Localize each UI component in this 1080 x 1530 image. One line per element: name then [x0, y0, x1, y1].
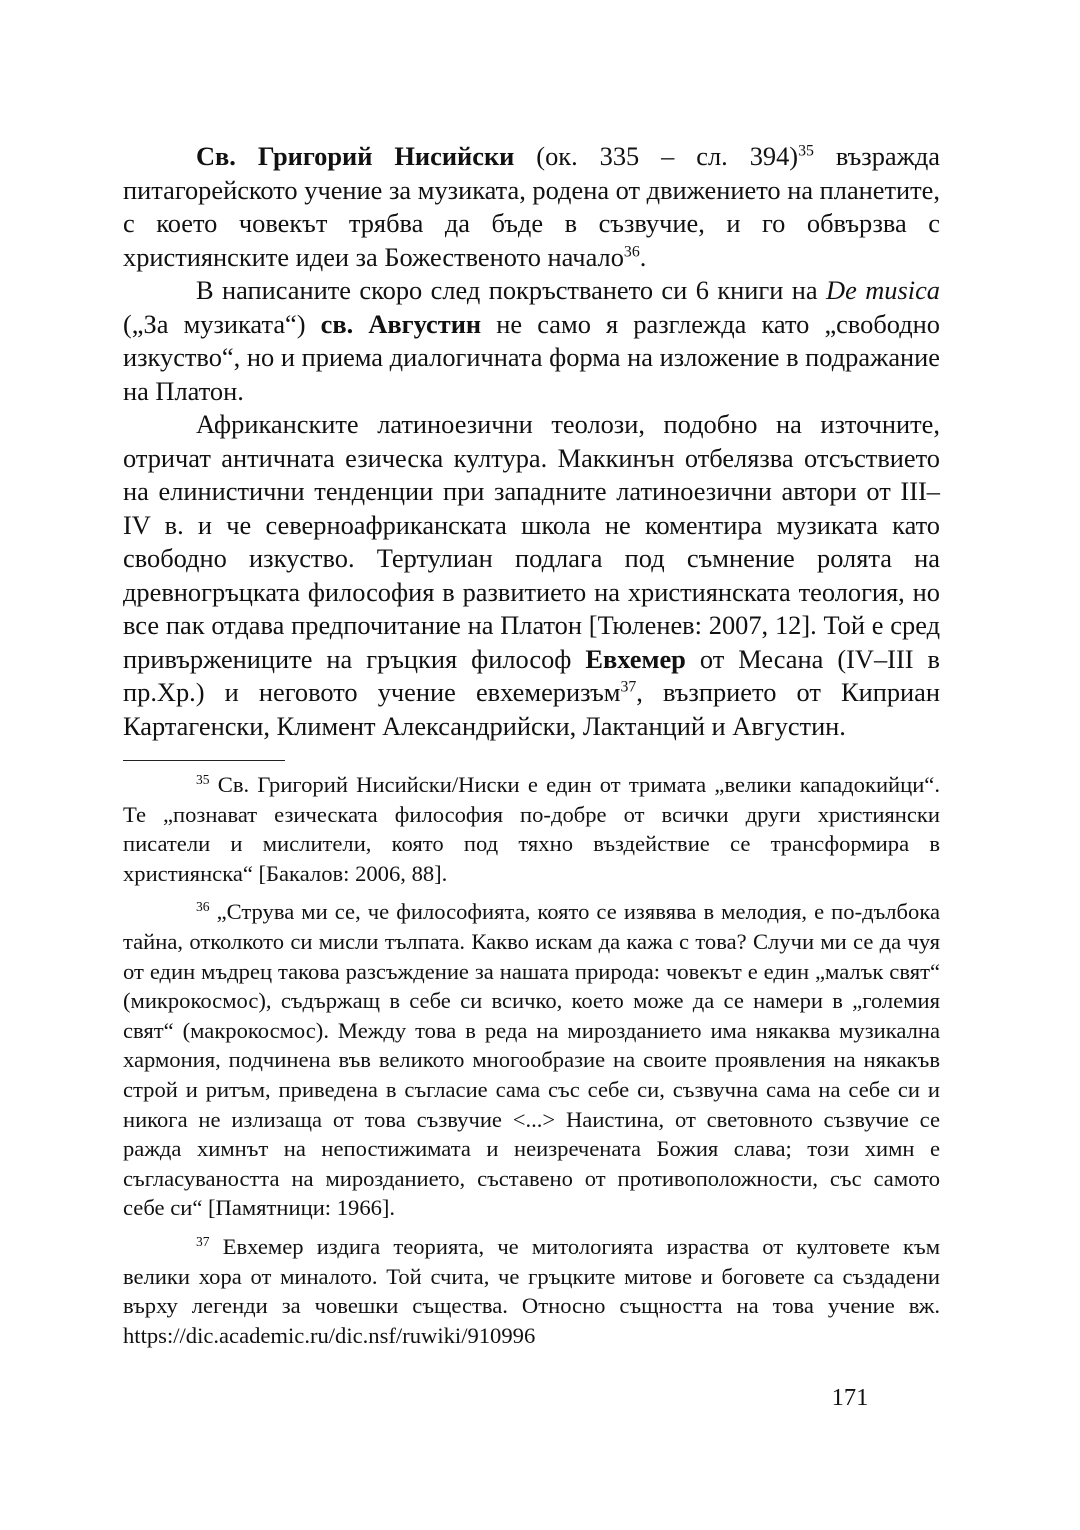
footnote-text: Евхемер издига теорията, че митологията израства от култовете към велики хора от миналото. Той счита, че гръцките митове и боговете са създадени върху легенди за човешки същества. Относно същността на това учение вж. https://dic.academic.ru/dic.nsf/ruwiki/910996: [123, 1233, 940, 1348]
footnote-number: 35: [196, 771, 210, 787]
text-span: („За музиката“): [123, 308, 321, 339]
footnote-36: [123, 897, 940, 1223]
footnote-text: Св. Григорий Нисийски/Ниски е един от тримата „велики кападокийци“. Те „познават езическата философия по-добре от всички други християнски писатели и мислители, която под тяхно въздействие се трансформира в християнска“ [Бакалов: 2006, 88].: [123, 772, 940, 886]
footnote-number: 37: [196, 1233, 210, 1249]
page-number: 171: [831, 1384, 869, 1411]
text-span: не само я разглежда като „свободно изкуство“, но и приема диалогичната форма на изложение в подражание на Платон.: [123, 308, 940, 406]
footnote-number: 36: [196, 899, 210, 915]
text-span: .: [639, 241, 647, 272]
footnote-divider: [123, 760, 285, 761]
footnote-ref-36[interactable]: 36: [623, 243, 640, 260]
text-span: , възприето от Киприан Картагенски, Климент Александрийски, Лактанций и Августин.: [123, 677, 940, 741]
name-euhemerus: Евхемер: [585, 643, 686, 674]
text-span: (ок. 335 – сл. 394): [514, 141, 799, 171]
text-span: възражда питагорейското учение за музиката, родена от движението на планетите, с което човекът трябва да бъде в съзвучие, и го обвързва с християнските идеи за Божественото начало: [123, 141, 940, 272]
name-gregory: Св. Григорий Нисийски: [196, 141, 515, 171]
footnote-text: „Струва ми се, че философията, която се изявява в мелодия, е по-дълбока тайна, отколкото си мисли тълпата. Какво искам да кажа с това? Случи ми се да чуя от един мъдрец такова разсъждение за нашата природа: човекът е един „малък свят“ (микрокосмос), съдържащ в себе си всичко, което може да се намери в „големия свят“ (макрокосмос). Между това в реда на мирозданието има някаква музикална хармония, подчинена във великото многообразие на своите проявления на някакъв строй и ритъм, приведена в съгласие сама със себе си, съзвучна сама на себе си и никога не излизаща от това съзвучие <...> Наистина, от световното съзвучие се ражда химнът на непостижимата и неизречената Божия слава; този химн е съгласуваността на мирозданието, съставено от противоположности, със самото себе си“ [Памятници: 1966].: [123, 899, 940, 1221]
paragraph-augustine: [123, 274, 940, 408]
text-span: Африканските латиноезични теолози, подобно на източните, отричат античната езическа култура. Маккинън отбелязва отсъствието на елинистични тенденции при западните латиноезични автори от III–IV в. и че северноафриканската школа не коментира музиката като свободно изкуство. Тертулиан подлага под съмнение ролята на древногръцката философия в развитието на християнската теология, но все пак отдава предпочитание на Платон [Тюленев: 2007, 12]. Той е сред привържениците на гръцкия философ: [123, 409, 940, 674]
paragraph-african-theologians: [123, 408, 940, 743]
name-augustine: св. Августин: [320, 308, 482, 339]
paragraph-gregory: [123, 140, 940, 274]
footnote-ref-37[interactable]: 37: [620, 678, 637, 696]
footnote-ref-35[interactable]: 35: [798, 142, 814, 160]
footnote-35: [123, 770, 940, 888]
title-de-musica: De musica: [826, 275, 940, 305]
text-span: от Месана (IV–III в пр.Хр.) и неговото учение евхемеризъм: [123, 643, 940, 707]
page-content: [123, 140, 940, 1359]
text-span: В написаните скоро след покръстването си 6 книги на: [196, 275, 827, 305]
footnotes: [123, 770, 940, 1350]
footnote-37: [123, 1232, 940, 1350]
main-text: [123, 140, 940, 743]
